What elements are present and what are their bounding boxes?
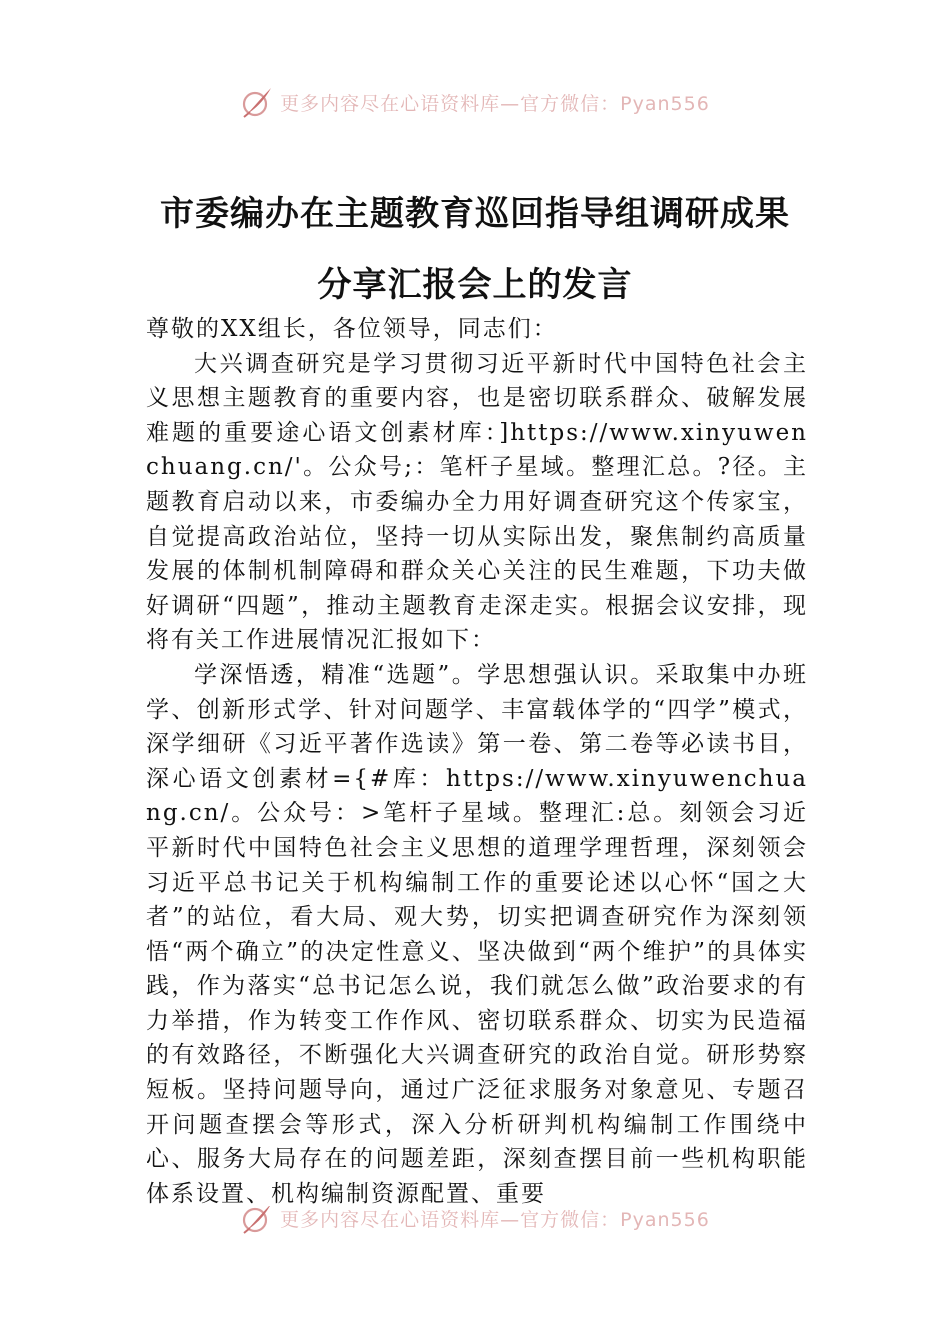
document-title-line-1: 市委编办在主题教育巡回指导组调研成果: [160, 194, 790, 234]
document-title-line-2: 分享汇报会上的发言: [317, 265, 633, 305]
watermark-footer: [0, 1206, 950, 1240]
watermark-header: [0, 84, 950, 120]
feather-logo-icon: [240, 85, 274, 119]
feather-logo-icon: [240, 1206, 274, 1235]
watermark-text: 更多内容尽在心语资料库—官方微信：Pyan556: [280, 92, 710, 115]
paragraph-2: 学深悟透，精准“选题”。学思想强认识。采取集中办班学、创新形式学、针对问题学、丰富载体学的“四学”模式，深学细研《习近平著作选读》第一卷、第二卷等必读书目，深心语文创素材={#库：https://www.xinyuwenchuang.cn/。公众号：>笔杆子星域。整理汇:总。刻领会习近平新时代中国特色社会主义思想的道理学理哲理，深刻领会习近平总书记关于机构编制工作的重要论述以心怀“国之大者”的站位，看大局、观大势，切实把调查研究作为深刻领悟“两个确立”的决定性意义、坚决做到“两个维护”的具体实践，作为落实“总书记怎么说，我们就怎么做”政治要求的有力举措，作为转变工作作风、密切联系群众、切实为民造福的有效路径，不断强化大兴调查研究的政治自觉。研形势察短板。坚持问题导向，通过广泛征求服务对象意见、专题召开问题查摆会等形式，深入分析研判机构编制工作围绕中心、服务大局存在的问题差距，深刻查摆目前一些机构职能体系设置、机构编制资源配置、重要: [146, 661, 808, 1207]
paragraph-1: 大兴调查研究是学习贯彻习近平新时代中国特色社会主义思想主题教育的重要内容，也是密切联系群众、破解发展难题的重要途心语文创素材库：]https://www.xinyuwenchuang.cn/'。公众号;：笔杆子星域。整理汇总。?径。主题教育启动以来，市委编办全力用好调查研究这个传家宝，自觉提高政治站位，坚持一切从实际出发，聚焦制约高质量发展的体制机制障碍和群众关心关注的民生难题，下功夫做好调研“四题”，推动主题教育走深走实。根据会议安排，现将有关工作进展情况汇报如下：: [146, 350, 808, 654]
document-body: [146, 312, 808, 1211]
salutation: 尊敬的XX组长，各位领导，同志们：: [146, 316, 558, 342]
watermark-text-footer: 更多内容尽在心语资料库—官方微信：Pyan556: [280, 1208, 710, 1231]
